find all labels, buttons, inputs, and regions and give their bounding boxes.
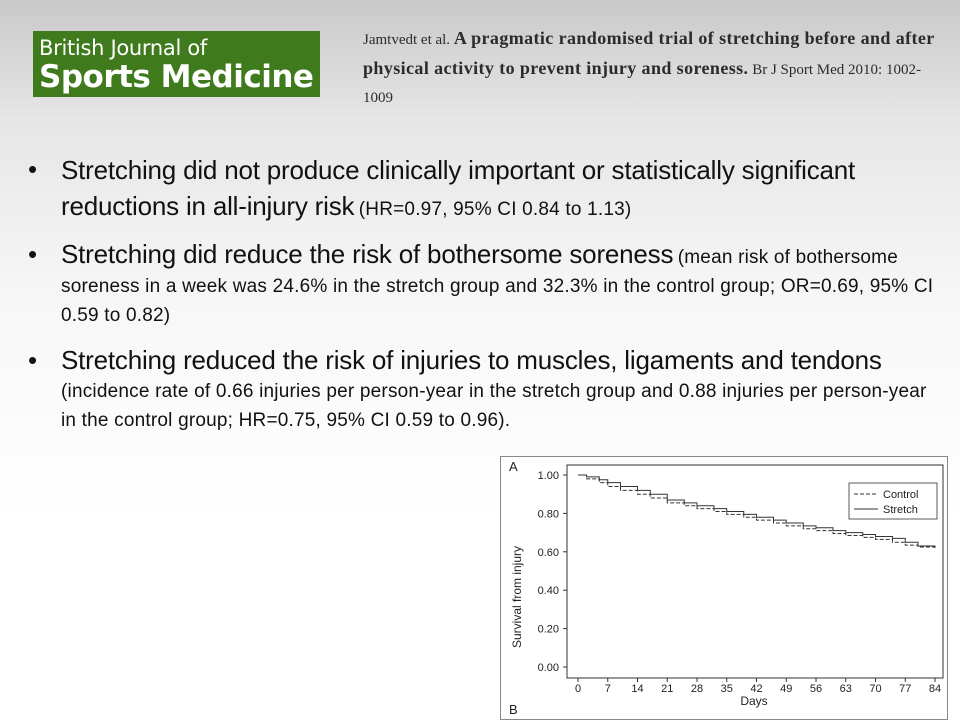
logo-line-2: Sports Medicine [39,59,314,95]
citation [363,24,943,112]
legend-label-control: Control [883,489,919,501]
y-tick-label: 1.00 [537,470,559,482]
y-tick-label: 0.60 [537,546,559,559]
findings-list [28,152,938,448]
citation-authors: Jamtvedt et al. [363,32,451,48]
journal-logo [33,31,320,97]
x-tick-label: 70 [869,683,882,695]
y-axis-label: Survival from injury [510,545,524,649]
x-tick-label: 77 [899,683,912,695]
finding-main-text: Stretching reduced the risk of injuries to muscles, ligaments and tendons [61,345,882,375]
finding-main-text: Stretching did reduce the risk of bothersome soreness [61,239,674,269]
x-tick-label: 42 [750,683,763,695]
bullet-dot: • [28,154,38,184]
x-axis-label: Days [740,694,768,708]
survival-chart [500,456,948,720]
panel-label-a: A [509,459,518,474]
x-tick-label: 35 [720,683,733,695]
x-tick-label: 21 [661,683,674,695]
bullet-dot: • [28,345,38,375]
finding-2 [28,237,938,330]
citation-title: A pragmatic randomised trial of stretching before and after physical activity to prevent injury and soreness. [363,28,935,78]
legend-label-stretch: Stretch [883,504,918,516]
x-tick-label: 49 [780,683,793,695]
finding-detail-text: (mean risk of bothersome soreness in a week was 24.6% in the stretch group and 32.3% in the control group; OR=0.69, 95% CI 0.59 to 0.82) [61,247,934,326]
finding-1 [28,152,938,224]
logo-line-1: British Journal of [39,36,208,60]
x-tick-label: 63 [839,683,852,695]
x-tick-label: 14 [631,683,644,695]
citation-source: Br J Sport Med 2010: 1002-1009 [363,62,921,106]
chart-legend [849,483,937,519]
finding-detail-text: (HR=0.97, 95% CI 0.84 to 1.13) [358,199,632,220]
y-tick-label: 0.80 [537,508,559,521]
y-tick-label: 0.20 [537,623,559,636]
x-tick-label: 0 [574,683,582,695]
x-tick-label: 56 [809,683,823,695]
y-tick-label: 0.00 [537,662,559,674]
survival-chart-svg [501,457,947,719]
y-tick-label: 0.40 [537,585,559,598]
x-tick-label: 84 [928,683,942,695]
x-tick-label: 7 [604,683,611,695]
finding-detail-text: (incidence rate of 0.66 injuries per person-year in the stretch group and 0.88 injuries per person-year in the control group; HR=0.75, 95% CI 0.59 to 0.96). [61,381,927,431]
x-tick-label: 28 [690,683,704,695]
bullet-dot: • [28,239,38,269]
finding-main-text: Stretching did not produce clinically important or statistically significant reductions in all-injury risk [61,155,856,221]
panel-label-b: B [509,702,518,717]
finding-3 [28,343,938,435]
